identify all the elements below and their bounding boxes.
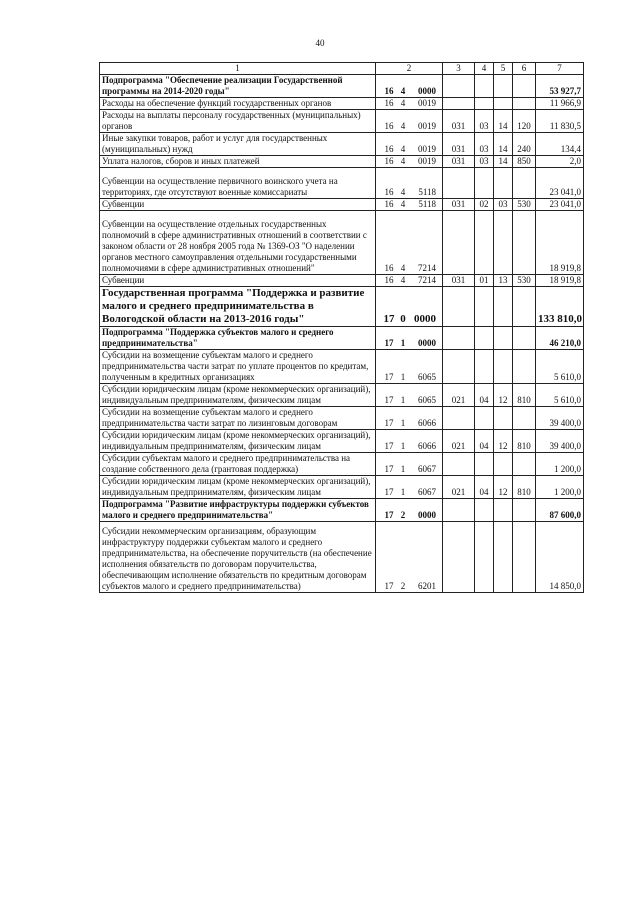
row-target-code — [376, 430, 443, 453]
row-expense-type — [513, 350, 536, 384]
row-amount: 1 200,0 — [536, 476, 584, 499]
row-target-code — [376, 98, 443, 110]
table-row — [100, 133, 584, 156]
row-amount: 11 830,5 — [536, 110, 584, 133]
subprogram-code: 4 — [400, 187, 406, 197]
table-row — [100, 287, 584, 327]
program-code: 17 — [384, 464, 394, 474]
row-section: 03 — [475, 110, 494, 133]
direction-code: 0019 — [418, 121, 436, 131]
row-name: Субвенции — [100, 275, 376, 287]
direction-code: 7214 — [418, 263, 436, 273]
row-amount: 53 927,7 — [536, 75, 584, 98]
direction-code: 0019 — [418, 98, 436, 108]
row-subsection — [494, 211, 513, 275]
program-code: 17 — [384, 338, 394, 348]
direction-code: 7214 — [418, 275, 436, 285]
row-admin-code: 031 — [443, 133, 475, 156]
row-subsection: 03 — [494, 199, 513, 211]
table-row — [100, 384, 584, 407]
direction-code: 0019 — [418, 144, 436, 154]
row-amount: 134,4 — [536, 133, 584, 156]
row-amount: 46 210,0 — [536, 327, 584, 350]
row-admin-code — [443, 522, 475, 593]
program-code: 16 — [384, 275, 394, 285]
table-row — [100, 98, 584, 110]
header-col-7: 7 — [536, 63, 584, 75]
table-row — [100, 168, 584, 199]
direction-code: 6065 — [418, 395, 436, 405]
row-expense-type: 530 — [513, 275, 536, 287]
row-expense-type — [513, 327, 536, 350]
row-target-code — [376, 168, 443, 199]
row-section — [475, 211, 494, 275]
row-expense-type: 120 — [513, 110, 536, 133]
row-section — [475, 522, 494, 593]
row-section: 04 — [475, 384, 494, 407]
row-subsection: 14 — [494, 133, 513, 156]
table-row — [100, 476, 584, 499]
row-admin-code: 031 — [443, 275, 475, 287]
row-amount: 14 850,0 — [536, 522, 584, 593]
direction-code: 6067 — [418, 487, 436, 497]
row-expense-type — [513, 522, 536, 593]
row-subsection — [494, 75, 513, 98]
row-name: Уплата налогов, сборов и иных платежей — [100, 156, 376, 168]
row-expense-type: 810 — [513, 430, 536, 453]
row-name: Субсидии юридическим лицам (кроме некоммерческих организаций), индивидуальным предпринимателям, физическим лицам — [100, 476, 376, 499]
row-amount: 23 041,0 — [536, 199, 584, 211]
row-expense-type — [513, 499, 536, 522]
row-target-code — [376, 522, 443, 593]
row-expense-type — [513, 287, 536, 327]
row-expense-type: 240 — [513, 133, 536, 156]
direction-code: 0019 — [418, 156, 436, 166]
direction-code: 6201 — [418, 581, 436, 591]
row-admin-code — [443, 327, 475, 350]
row-name: Расходы на обеспечение функций государственных органов — [100, 98, 376, 110]
program-code: 17 — [384, 581, 394, 591]
row-amount: 87 600,0 — [536, 499, 584, 522]
subprogram-code: 0 — [400, 313, 406, 325]
row-section — [475, 168, 494, 199]
subprogram-code: 4 — [400, 199, 406, 209]
row-expense-type — [513, 168, 536, 199]
direction-code: 6065 — [418, 372, 436, 382]
direction-code: 0000 — [418, 510, 436, 520]
row-name: Субсидии юридическим лицам (кроме некоммерческих организаций), индивидуальным предпринимателям, физическим лицам — [100, 430, 376, 453]
row-admin-code — [443, 168, 475, 199]
row-section: 03 — [475, 133, 494, 156]
direction-code: 0000 — [418, 86, 436, 96]
header-col-5: 5 — [494, 63, 513, 75]
row-name: Субсидии на возмещение субъектам малого и среднего предпринимательства части затрат по лизинговым договорам — [100, 407, 376, 430]
row-name: Субсидии юридическим лицам (кроме некоммерческих организаций), индивидуальным предпринимателям, физическим лицам — [100, 384, 376, 407]
program-code: 17 — [384, 395, 394, 405]
row-subsection — [494, 327, 513, 350]
row-admin-code: 031 — [443, 156, 475, 168]
row-target-code — [376, 476, 443, 499]
row-name: Расходы на выплаты персоналу государственных (муниципальных) органов — [100, 110, 376, 133]
row-name: Субсидии субъектам малого и среднего предпринимательства на создание собственного дела (грантовая поддержка) — [100, 453, 376, 476]
row-amount: 5 610,0 — [536, 350, 584, 384]
row-admin-code — [443, 75, 475, 98]
row-expense-type: 530 — [513, 199, 536, 211]
table-row — [100, 75, 584, 98]
table-row — [100, 110, 584, 133]
subprogram-code: 4 — [400, 156, 406, 166]
row-target-code — [376, 75, 443, 98]
row-target-code — [376, 275, 443, 287]
row-name: Субвенции на осуществление первичного воинского учета на территориях, где отсутствуют военные комиссариаты — [100, 168, 376, 199]
row-amount: 11 966,9 — [536, 98, 584, 110]
program-code: 16 — [384, 263, 394, 273]
program-code: 16 — [384, 121, 394, 131]
row-target-code — [376, 327, 443, 350]
program-code: 16 — [384, 86, 394, 96]
row-subsection: 12 — [494, 476, 513, 499]
table-row — [100, 275, 584, 287]
header-col-1: 1 — [100, 63, 376, 75]
row-target-code — [376, 384, 443, 407]
row-target-code — [376, 199, 443, 211]
row-target-code — [376, 156, 443, 168]
row-subsection — [494, 98, 513, 110]
table-row — [100, 499, 584, 522]
row-section: 03 — [475, 156, 494, 168]
row-section — [475, 407, 494, 430]
row-admin-code: 031 — [443, 199, 475, 211]
row-target-code — [376, 133, 443, 156]
subprogram-code: 2 — [400, 581, 406, 591]
program-code: 17 — [384, 418, 394, 428]
row-admin-code — [443, 499, 475, 522]
header-col-4: 4 — [475, 63, 494, 75]
row-subsection — [494, 499, 513, 522]
row-expense-type — [513, 98, 536, 110]
program-code: 16 — [384, 199, 394, 209]
row-admin-code — [443, 98, 475, 110]
row-section — [475, 327, 494, 350]
row-subsection — [494, 407, 513, 430]
table-row — [100, 199, 584, 211]
row-subsection — [494, 522, 513, 593]
program-code: 16 — [384, 144, 394, 154]
row-admin-code — [443, 350, 475, 384]
row-subsection — [494, 168, 513, 199]
table-row — [100, 407, 584, 430]
table-row — [100, 430, 584, 453]
row-subsection: 14 — [494, 156, 513, 168]
row-name: Субсидии некоммерческим организациям, образующим инфраструктуру поддержки субъектам малого и среднего предпринимательства, на обеспечение поручительств (на обеспечение исполнения обязательств по договорам поручительства, обеспечивающим исполнение обязательств по кредитным договорам субъектов малого и среднего предпринимательства) — [100, 522, 376, 593]
row-amount: 5 610,0 — [536, 384, 584, 407]
row-expense-type — [513, 453, 536, 476]
header-col-6: 6 — [513, 63, 536, 75]
row-target-code — [376, 287, 443, 327]
row-section — [475, 453, 494, 476]
subprogram-code: 1 — [400, 395, 406, 405]
row-admin-code — [443, 287, 475, 327]
subprogram-code: 4 — [400, 275, 406, 285]
row-admin-code: 031 — [443, 110, 475, 133]
page-number: 40 — [315, 38, 325, 48]
row-name: Подпрограмма "Развитие инфраструктуры поддержки субъектов малого и среднего предпринимательства" — [100, 499, 376, 522]
row-name: Подпрограмма "Обеспечение реализации Государственной программы на 2014-2020 годы" — [100, 75, 376, 98]
direction-code: 6066 — [418, 441, 436, 451]
program-code: 17 — [383, 313, 395, 325]
subprogram-code: 4 — [400, 263, 406, 273]
row-name: Подпрограмма "Поддержка субъектов малого и среднего предпринимательства" — [100, 327, 376, 350]
row-subsection: 13 — [494, 275, 513, 287]
subprogram-code: 4 — [400, 121, 406, 131]
program-code: 17 — [384, 510, 394, 520]
subprogram-code: 1 — [400, 418, 406, 428]
table-row — [100, 327, 584, 350]
row-amount: 39 400,0 — [536, 407, 584, 430]
row-name: Субвенции на осуществление отдельных государственных полномочий в сфере административных отношений в соответствии с законом области от 28 ноября 2005 года № 1369-ОЗ "О наделении органов местного самоуправления отдельными государственными полномочиями в сфере административных отношений" — [100, 211, 376, 275]
row-name: Субвенции — [100, 199, 376, 211]
table-row — [100, 211, 584, 275]
row-subsection — [494, 350, 513, 384]
row-admin-code — [443, 407, 475, 430]
row-target-code — [376, 499, 443, 522]
row-expense-type: 810 — [513, 384, 536, 407]
row-admin-code: 021 — [443, 384, 475, 407]
subprogram-code: 1 — [400, 338, 406, 348]
header-col-3: 3 — [443, 63, 475, 75]
row-target-code — [376, 110, 443, 133]
row-amount: 18 919,8 — [536, 275, 584, 287]
row-amount: 2,0 — [536, 156, 584, 168]
row-section — [475, 98, 494, 110]
row-expense-type — [513, 407, 536, 430]
row-target-code — [376, 407, 443, 430]
row-section: 02 — [475, 199, 494, 211]
direction-code: 0000 — [418, 338, 436, 348]
program-code: 16 — [384, 98, 394, 108]
row-name: Субсидии на возмещение субъектам малого и среднего предпринимательства части затрат по уплате процентов по кредитам, полученным в кредитных организациях — [100, 350, 376, 384]
row-subsection: 14 — [494, 110, 513, 133]
row-section: 04 — [475, 430, 494, 453]
program-code: 17 — [384, 487, 394, 497]
subprogram-code: 1 — [400, 487, 406, 497]
program-code: 17 — [384, 441, 394, 451]
table-row — [100, 350, 584, 384]
program-code: 17 — [384, 372, 394, 382]
row-expense-type: 850 — [513, 156, 536, 168]
row-target-code — [376, 350, 443, 384]
row-section — [475, 287, 494, 327]
row-section — [475, 350, 494, 384]
row-expense-type: 810 — [513, 476, 536, 499]
direction-code: 6066 — [418, 418, 436, 428]
row-section — [475, 499, 494, 522]
subprogram-code: 2 — [400, 510, 406, 520]
direction-code: 6067 — [418, 464, 436, 474]
row-section: 04 — [475, 476, 494, 499]
row-amount: 18 919,8 — [536, 211, 584, 275]
row-subsection — [494, 287, 513, 327]
row-amount: 133 810,0 — [536, 287, 584, 327]
row-amount: 39 400,0 — [536, 430, 584, 453]
direction-code: 0000 — [414, 313, 436, 325]
program-code: 16 — [384, 156, 394, 166]
row-amount: 23 041,0 — [536, 168, 584, 199]
table-row — [100, 453, 584, 476]
row-name: Иные закупки товаров, работ и услуг для государственных (муниципальных) нужд — [100, 133, 376, 156]
table-row — [100, 522, 584, 593]
subprogram-code: 1 — [400, 372, 406, 382]
subprogram-code: 1 — [400, 441, 406, 451]
header-col-2: 2 — [376, 63, 443, 75]
direction-code: 5118 — [418, 199, 436, 209]
row-section — [475, 75, 494, 98]
row-admin-code: 021 — [443, 430, 475, 453]
row-admin-code — [443, 211, 475, 275]
row-subsection: 12 — [494, 430, 513, 453]
row-amount: 1 200,0 — [536, 453, 584, 476]
row-target-code — [376, 453, 443, 476]
subprogram-code: 1 — [400, 464, 406, 474]
budget-table — [99, 62, 584, 593]
row-name: Государственная программа "Поддержка и развитие малого и среднего предпринимательства в Вологодской области на 2013-2016 годы" — [100, 287, 376, 327]
program-code: 16 — [384, 187, 394, 197]
row-section: 01 — [475, 275, 494, 287]
row-target-code — [376, 211, 443, 275]
subprogram-code: 4 — [400, 98, 406, 108]
row-admin-code: 021 — [443, 476, 475, 499]
row-expense-type — [513, 75, 536, 98]
header-row — [100, 63, 584, 75]
table-row — [100, 156, 584, 168]
direction-code: 5118 — [418, 187, 436, 197]
subprogram-code: 4 — [400, 86, 406, 96]
row-subsection — [494, 453, 513, 476]
row-expense-type — [513, 211, 536, 275]
subprogram-code: 4 — [400, 144, 406, 154]
row-subsection: 12 — [494, 384, 513, 407]
row-admin-code — [443, 453, 475, 476]
